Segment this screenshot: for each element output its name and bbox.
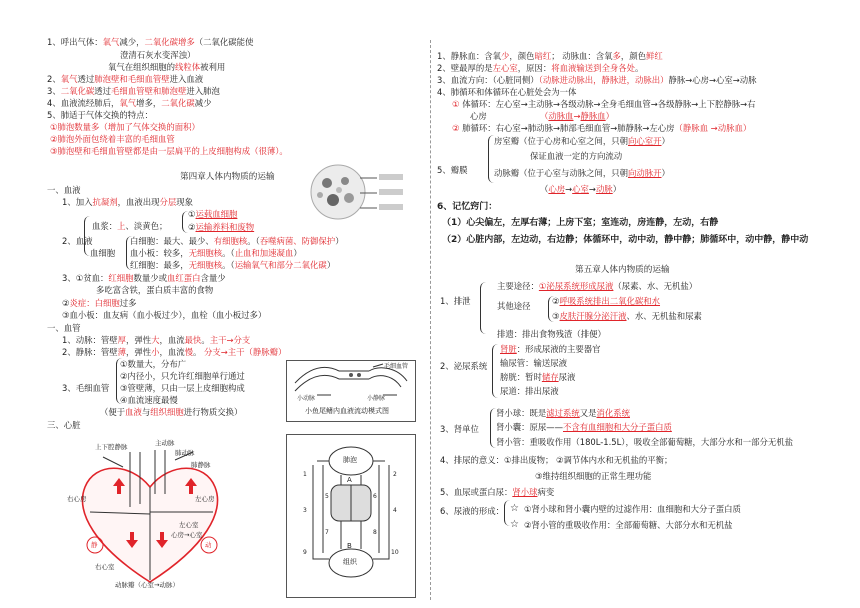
- star-icon: ☆: [510, 519, 519, 530]
- platelet-disorders: ③血小板：血友病（血小板过少），血栓（血小板过多）: [62, 310, 267, 320]
- anemia-diet: 多吃富含铁，蛋白质丰富的食物: [96, 285, 214, 295]
- exhale-line: 1、呼出气体：氧气减少，二氧化碳增多（二氧化碳能使: [47, 37, 254, 47]
- plasma-fn-1: ①运载血细胞: [188, 209, 238, 219]
- circ-num: 2: [393, 471, 397, 478]
- memory-tip-1: （1）心尖偏左，左厚右薄；上房下室；室连动，房连静，左动，右静: [442, 218, 719, 228]
- urination-significance-3: ③维持组织细胞的正常生理功能: [535, 471, 652, 481]
- point-5a: ①肺泡数量多（增加了气体交换的面积）: [50, 122, 200, 132]
- ureter: 输尿管：输送尿液: [500, 358, 567, 368]
- capillary-purpose: （便于血液与组织细胞进行物质交换）: [100, 407, 243, 417]
- excretion-skin: ③皮肤汗腺分泌汗液、水、无机盐和尿素: [552, 311, 702, 321]
- blood-point-1: 1、加入抗凝剂，血液出现分层现象: [62, 197, 193, 207]
- fish-artery-label: 小动脉: [297, 395, 316, 402]
- blood-cells-label: 血细胞: [90, 248, 116, 258]
- excretion-main: 主要途径：①泌尿系统形成尿液（尿素、水、无机盐）: [497, 281, 698, 291]
- circ-a: A: [347, 476, 352, 484]
- av-valve: 房室瓣（位于心房和心室之间，只朝向心室开）: [494, 136, 670, 146]
- vein: 2、静脉：管壁薄，弹性小，血流慢。 分支→主干（静脉瓣）: [62, 347, 287, 357]
- circ-lung: 肺泡: [343, 456, 357, 464]
- hematuria: 5、血尿或蛋白尿：肾小球病变: [440, 487, 555, 497]
- kidney: 肾脏：形成尿液的主要器官: [500, 344, 601, 354]
- section-heart: 三、心脏: [47, 420, 81, 430]
- plasma: 血浆：上、淡黄色；: [92, 221, 168, 231]
- point-5c: ③肺泡壁和毛细血管壁都是由一层扁平的上皮细胞构成（很薄）。: [50, 146, 288, 156]
- valve-function: 保证血液一定的方向流动: [530, 151, 623, 161]
- excretion: 1、排泄: [440, 296, 471, 306]
- valves: 5、瓣膜: [437, 165, 468, 175]
- circ-num: 1: [303, 471, 307, 478]
- circ-body: 组织: [343, 558, 357, 566]
- label-pulmonary-artery: 肺动脉: [175, 449, 195, 457]
- column-divider: [430, 40, 431, 600]
- label-aorta: 主动脉: [155, 439, 175, 447]
- section-vessels: 一、血管: [47, 323, 81, 333]
- urethra: 尿道：排出尿液: [500, 386, 559, 396]
- artery: 1、动脉：管壁厚，弹性大，血流最快。主干→分支: [62, 335, 251, 345]
- bowmans-capsule: 肾小囊：原尿——不含有血细胞和大分子蛋白质: [496, 422, 672, 432]
- fish-tail-diagram: [286, 360, 416, 422]
- circ-num: 10: [391, 549, 399, 556]
- fish-capillary-label: 毛细血管: [384, 363, 409, 370]
- urination-significance: 4、排尿的意义：①排出废物； ②调节体内水和无机盐的平衡；: [440, 455, 673, 465]
- capillary-2: ②内径小，只允许红细胞单行通过: [120, 371, 245, 381]
- systemic-circulation-cont: 心房: [470, 111, 487, 121]
- label-dong: 动: [205, 541, 212, 549]
- filtration: ①肾小球和肾小囊内壁的过滤作用：血细胞和大分子蛋白质: [524, 504, 741, 514]
- circ-num: 3: [303, 507, 307, 514]
- circ-num: 7: [325, 529, 329, 536]
- label-vena-cava: 上下腔静脉: [95, 443, 128, 451]
- urinary-system: 2、泌尿系统: [440, 361, 488, 371]
- thickest-wall: 2、壁最厚的是左心室，原因：将血液输送到全身各处。: [437, 63, 644, 73]
- circ-b: B: [347, 542, 352, 550]
- memory-tips: 6、记忆窍门：: [437, 202, 498, 212]
- heart-diagram: [67, 432, 225, 597]
- renal-tubule: 肾小管：重吸收作用（180L-1.5L），吸收全部葡萄糖，大部分水和一部分无机盐: [496, 437, 793, 447]
- glomerulus: 肾小球：既是滤过系统又是消化系统: [496, 408, 630, 418]
- anemia: 3、①贫血：红细胞数量少或血红蛋白含量少: [62, 273, 226, 283]
- chapter-5-title: 第五章人体内物质的运输: [575, 265, 670, 275]
- point-5b: ②肺泡外面包绕着丰富的毛细血管: [50, 134, 175, 144]
- label-right-ventricle: 右心室: [95, 563, 115, 571]
- bladder: 膀胱：暂时储存尿液: [500, 372, 576, 382]
- nephron: 3、肾单位: [440, 424, 479, 434]
- excretion-respiratory: ②呼吸系统排出二氧化碳和水: [552, 296, 661, 306]
- label-jing: 静: [91, 541, 98, 549]
- valve-flow: （心房→心室→动脉）: [540, 184, 622, 194]
- blood-cells-image: [305, 163, 413, 221]
- flow-direction: 3、血流方向：（心脏同侧）（动脉进动脉出，静脉进，动脉出）静脉→心房→心室→动脉: [437, 75, 757, 85]
- star-icon: ☆: [510, 503, 519, 514]
- circ-num: 8: [373, 529, 377, 536]
- arterial-valve: 动脉瓣（位于心室与动脉之间，只朝向动脉开）: [494, 168, 670, 178]
- brace: [480, 282, 486, 334]
- excretion-other: 其他途径: [497, 301, 531, 311]
- capillary-3: ③管壁薄，只由一层上皮细胞构成: [120, 383, 245, 393]
- oxygen-use-line: 氧气在组织细胞的线粒体被利用: [108, 62, 226, 72]
- label-right-atrium: 右心房: [67, 495, 87, 503]
- label-valve-direction: 心房→心室: [171, 531, 203, 539]
- egestion: 排遗：排出食物残渣（排便）: [497, 329, 606, 339]
- label-arterial-valve: 动脉瓣（心室→动脉）: [115, 581, 179, 589]
- reabsorption: ②肾小管的重吸收作用：全部葡萄糖、大部分水和无机盐: [524, 520, 733, 530]
- point-4: 4、血液流经肺后，氧气增多，二氧化碳减少: [47, 98, 212, 108]
- circ-num: 5: [325, 493, 329, 500]
- capillary-4: ④血流速度最慢: [120, 395, 178, 405]
- section-blood: 一、血液: [47, 185, 81, 195]
- blood-types: 1、静脉血：含氧少，颜色暗红； 动脉血：含氧多，颜色鲜红: [437, 51, 663, 61]
- wbc: 白细胞：最大、最少、有细胞核。（吞噬病菌、防御保护）: [130, 236, 344, 246]
- circ-num: 6: [373, 493, 377, 500]
- point-2: 2、氧气透过肺泡壁和毛细血管壁进入血液: [47, 74, 204, 84]
- urine-formation: 6、尿液的形成：: [440, 506, 504, 516]
- exhale-line-2: 澄清石灰水变浑浊）: [120, 50, 196, 60]
- circulation-meet: 4、肺循环和体循环在心脏处会为一体: [437, 87, 577, 97]
- fish-vein-label: 小静脉: [367, 395, 386, 402]
- chapter-4-title: 第四章人体内物质的运输: [180, 172, 275, 182]
- platelets: 血小板：较多，无细胞核。（止血和加速凝血）: [130, 248, 302, 258]
- systemic-circulation: ① 体循环：左心室→主动脉→各级动脉→全身毛细血管→各级静脉→上下腔静脉→右: [452, 99, 756, 109]
- label-pulmonary-vein: 肺静脉: [191, 461, 211, 469]
- plasma-fn-2: ②运输养料和废物: [188, 222, 255, 232]
- label-left-atrium: 左心房: [195, 495, 215, 503]
- fish-diagram-title: 小鱼尾鳍内血液流动模式图: [305, 407, 389, 415]
- capillary: 3、毛细血管: [62, 383, 110, 393]
- circulation-diagram: [286, 434, 416, 598]
- circ-num: 9: [303, 549, 307, 556]
- point-5: 5、肺适于气体交换的特点：: [47, 110, 153, 120]
- pulmonary-circulation: ② 肺循环：右心室→肺动脉→肺部毛细血管→肺静脉→左心房（静脉血 →动脉血）: [452, 123, 752, 133]
- rbc: 红细胞：最多，无细胞核。（运输氧气和部分二氧化碳）: [130, 260, 336, 270]
- point-3: 3、二氧化碳透过毛细血管壁和肺泡壁进入肺泡: [47, 86, 220, 96]
- memory-tip-2: （2）心脏内部，左边动，右边静；体循环中，动中动，静中静；肺循环中，动中静，静中动: [442, 235, 809, 245]
- circ-num: 4: [393, 507, 397, 514]
- label-left-ventricle: 左心室: [179, 521, 199, 529]
- brace: [492, 344, 498, 398]
- capillary-1: ①数量大，分布广: [120, 359, 187, 369]
- inflammation: ②炎症：白细胞过多: [62, 298, 137, 308]
- blood-point-2: 2、血液: [62, 236, 93, 246]
- systemic-blood-change: （动脉血→静脉血）: [540, 111, 615, 121]
